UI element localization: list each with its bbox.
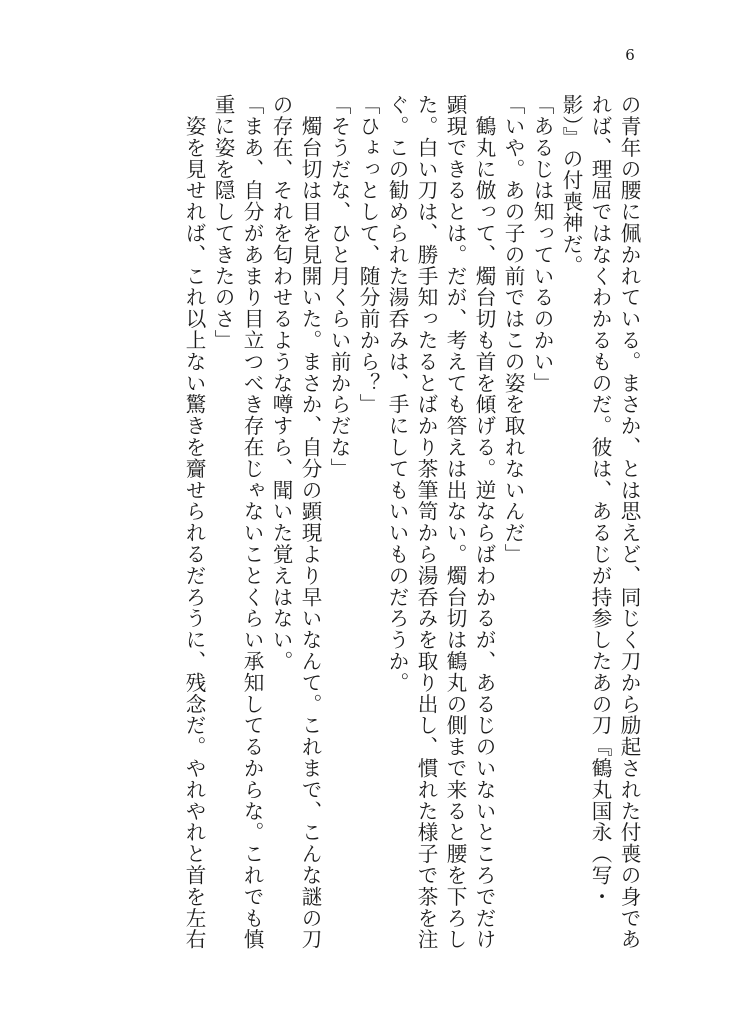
text-line: の存在、それを匂わせるような噂すら、聞いた覚えはない。 xyxy=(269,94,293,672)
page-number: 6 xyxy=(625,46,635,64)
text-line: れば、理屈ではなくわかるものだ。彼は、あるじが持参したあの刀『鶴丸国永（写・ xyxy=(588,94,612,908)
body-text xyxy=(83,94,643,954)
text-line: 鶴丸に倣って、燭台切も首を傾げる。逆ならばわかるが、あるじのいないところでだけ xyxy=(472,94,496,950)
text-line: 顕現できるとは。だが、考えても答えは出ない。燭台切は鶴丸の側まで来ると腰を下ろし xyxy=(443,94,467,950)
text-line: 「ひょっとして、随分前から？」 xyxy=(356,94,380,415)
text-line: 重に姿を隠してきたのさ」 xyxy=(211,94,235,351)
text-line: 「まあ、自分があまり目立つべき存在じゃないことくらい承知してるからな。これでも慎 xyxy=(240,94,264,950)
text-line: 「いや。あの子の前ではこの姿を取れないんだ」 xyxy=(501,94,525,565)
text-line: 姿を見せれば、これ以上ない驚きを齎せられるだろうに、残念だ。やれやれと首を左右 xyxy=(182,94,206,950)
text-line: の青年の腰に佩かれている。まさか、とは思えど、同じく刀から励起された付喪の身であ xyxy=(617,94,641,950)
text-line: 「そうだな、ひと月くらい前からだな」 xyxy=(327,94,351,480)
text-line: ぐ。この勧められた湯呑みは、手にしてもいいものだろうか。 xyxy=(385,94,409,694)
text-line: 「あるじは知っているのかい」 xyxy=(530,94,554,394)
text-line: 燭台切は目を見開いた。まさか、自分の顕現より早いなんて。これまで、こんな謎の刀 xyxy=(298,94,322,950)
text-line: 影）』の付喪神だ。 xyxy=(559,94,583,277)
text-line: た。白い刀は、勝手知ったるとばかり茶筆笥から湯呑みを取り出し、慣れた様子で茶を注 xyxy=(414,94,438,950)
